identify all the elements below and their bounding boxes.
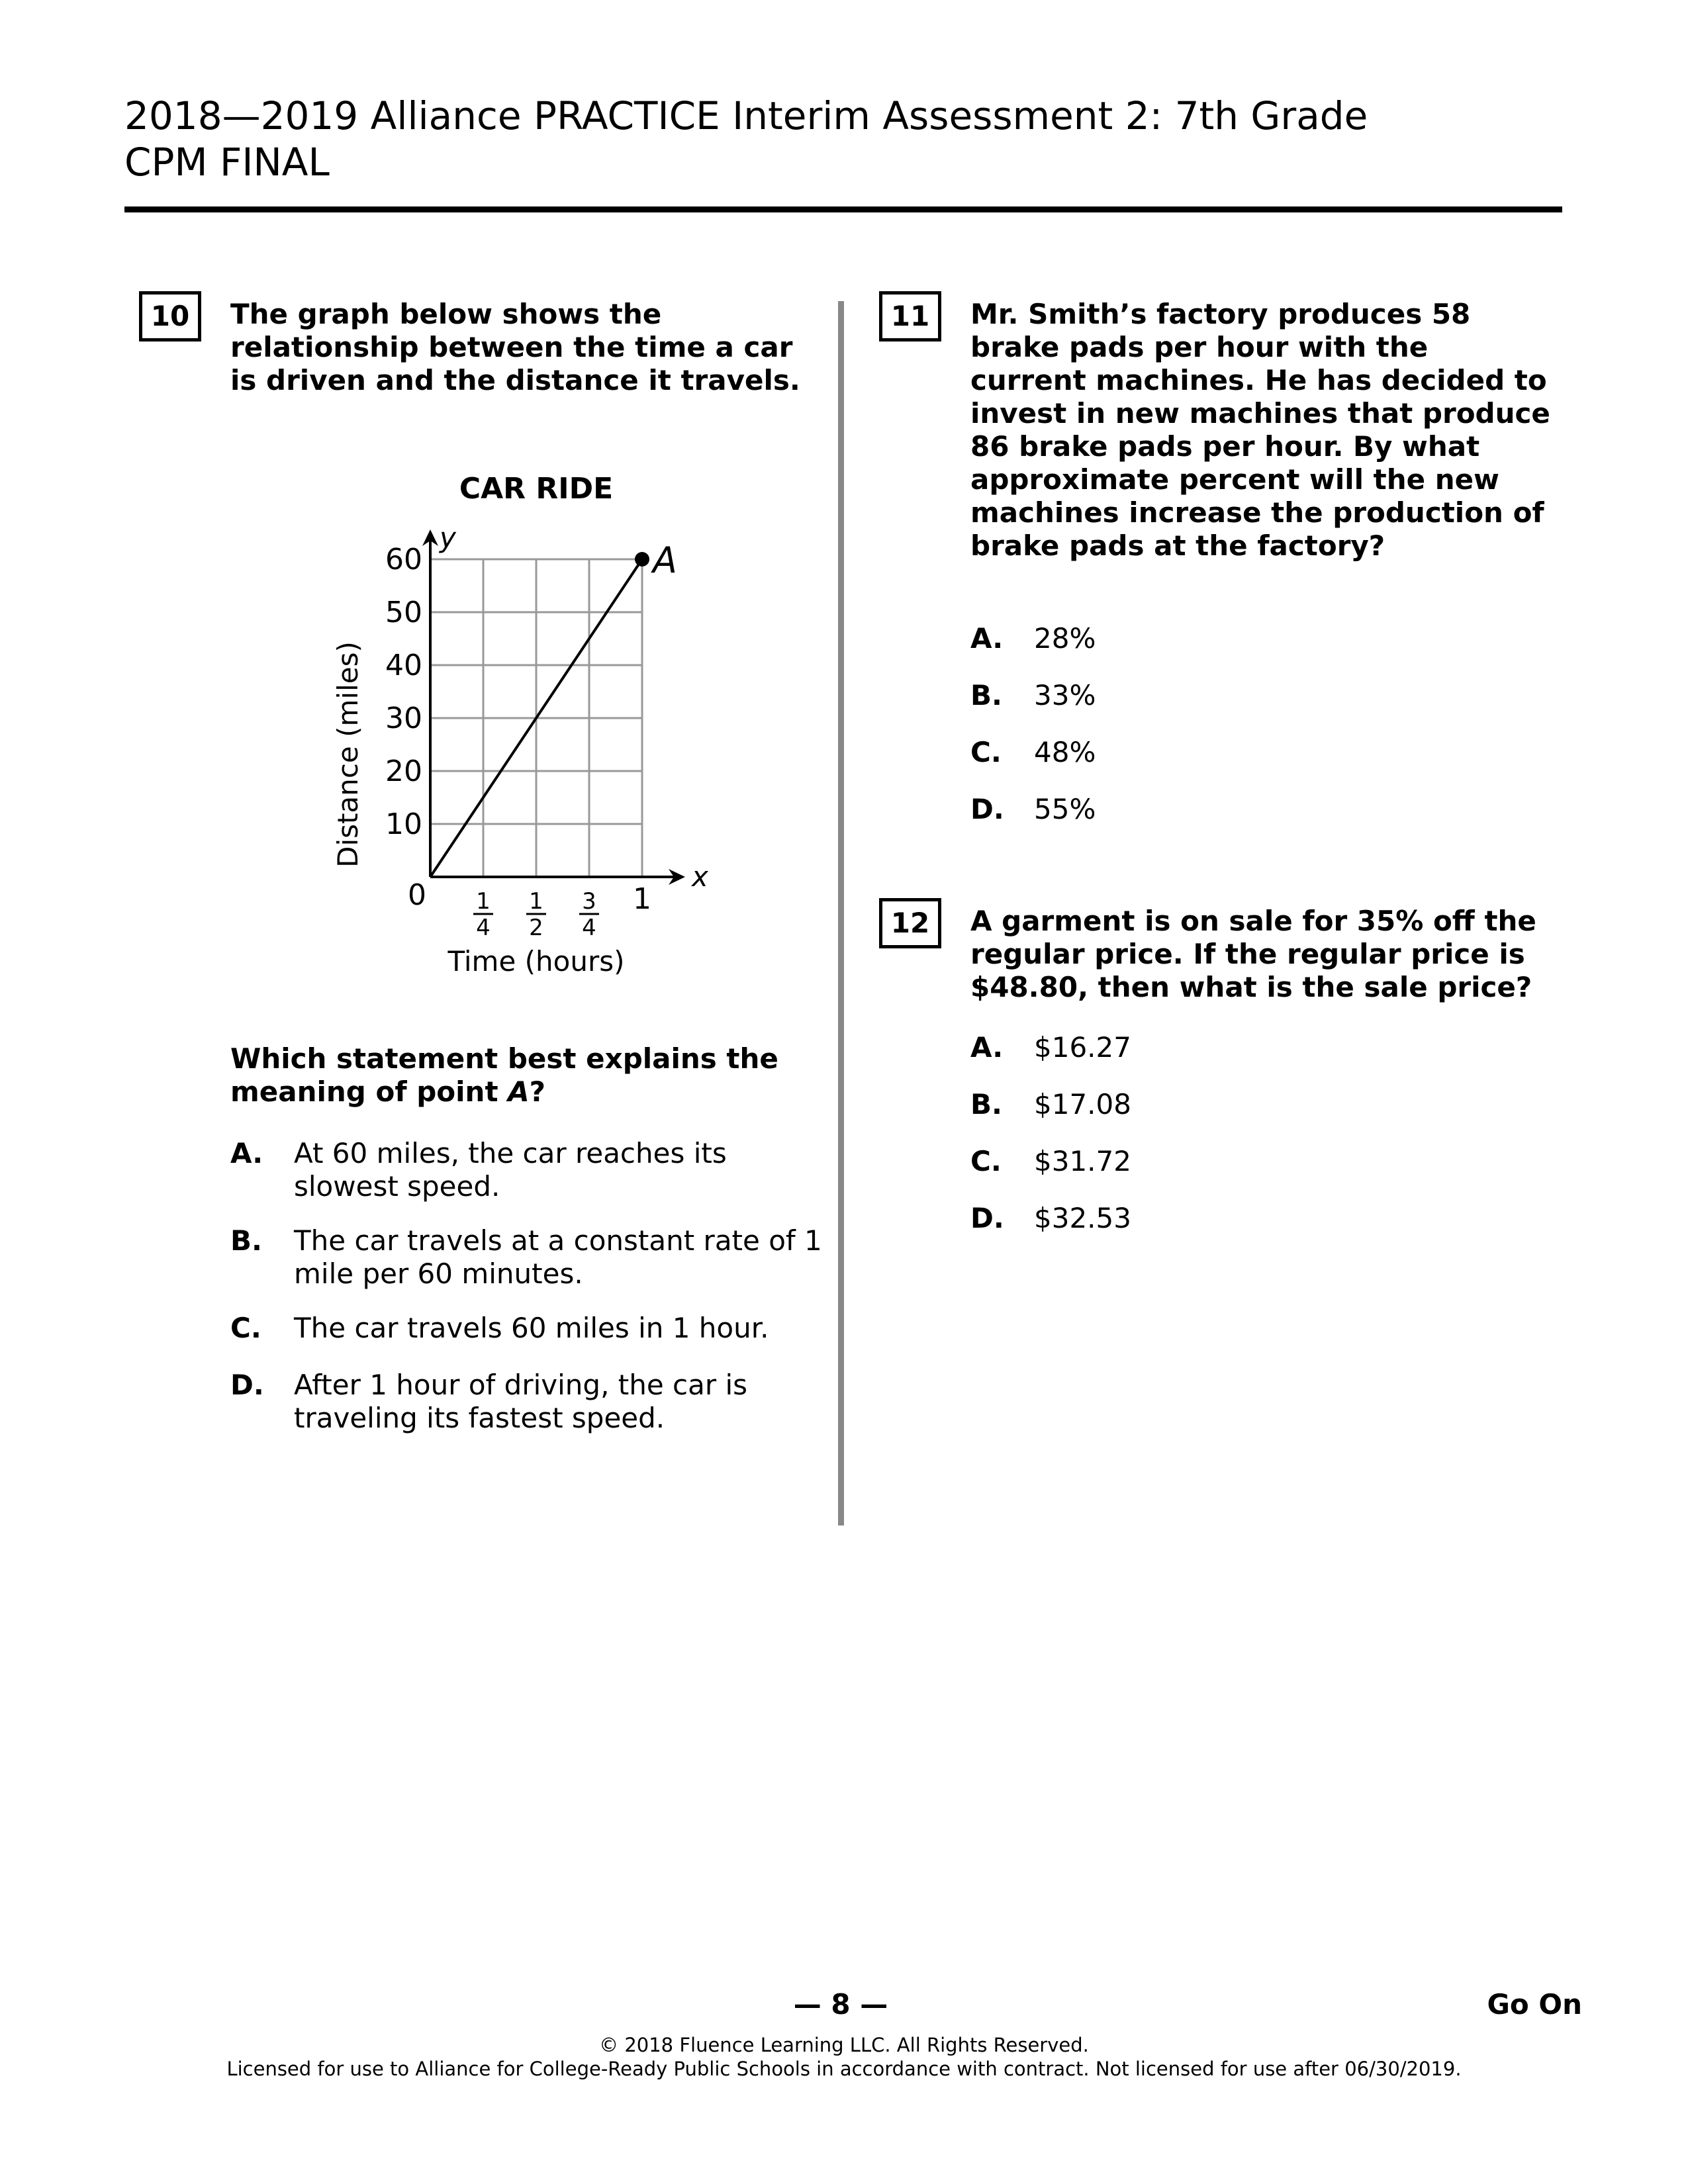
page-title: 2018—2019 Alliance PRACTICE Interim Assessment 2: 7th Grade CPM FINAL [124,93,1368,185]
go-on-label: Go On [1487,1988,1582,2021]
option-letter: C. [970,1145,1002,1177]
question-11-stem: Mr. Smith’s factory produces 58 brake pads per hour with the current machines. He has decided to invest in new machines that produce 86 brake pads per hour. By what approximate percent will the new machines increase the production of brake pads at the factory? [970,298,1550,562]
copyright-text: © 2018 Fluence Learning LLC. All Rights Reserved. [599,2034,1089,2056]
license-text: Licensed for use to Alliance for College-Ready Public Schools in accordance with contract. Not licensed for use after 06/30/2019. [226,2058,1462,2080]
option-text: 28% [1034,622,1096,655]
chart-series [430,539,677,877]
option-letter: A. [230,1137,263,1169]
prompt-end: ? [529,1075,546,1108]
chart-title: CAR RIDE [459,472,614,506]
option-text: The car travels at a constant rate of 1 mile per 60 minutes. [294,1224,822,1290]
page-number: — 8 — [793,1988,888,2021]
x-tick-denominator: 4 [582,915,596,941]
option-text: $17.08 [1034,1088,1131,1120]
question-number-12: 12 [879,898,941,948]
y-tick-label: 40 [385,649,422,682]
option-letter: C. [230,1312,261,1344]
x-tick-numerator: 1 [529,888,543,915]
question-10-prompt [230,1042,813,1109]
option-letter: A. [970,622,1004,655]
option-text: $32.53 [1034,1202,1131,1234]
option-letter: B. [970,1088,1002,1120]
option-text: 48% [1034,736,1096,768]
option-letter: B. [970,679,1002,711]
option-letter: C. [970,736,1002,768]
option-text: At 60 miles, the car reaches its slowest speed. [294,1137,727,1203]
y-axis-letter: y [440,522,456,554]
origin-label: 0 [408,878,426,912]
x-tick-numerator: 3 [582,888,596,915]
prompt-point-label: A [508,1075,530,1108]
y-tick-label: 60 [385,543,422,576]
footer-legal [0,2033,1688,2081]
car-ride-chart [324,467,708,996]
point-a-marker [635,552,649,567]
option-letter: D. [970,793,1004,825]
point-a-label: A [653,539,677,581]
y-axis-title: Distance (miles) [332,641,364,868]
y-tick-label: 50 [385,596,422,629]
option-text: $31.72 [1034,1145,1131,1177]
prompt-text: Which statement best explains the meaning of point [230,1042,778,1108]
option-text: The car travels 60 miles in 1 hour. [294,1312,769,1344]
y-tick-label: 20 [385,754,422,788]
option-text: $16.27 [1034,1031,1131,1064]
x-axis-title: Time (hours) [447,945,625,978]
question-number-11: 11 [879,291,941,341]
x-axis-letter: x [692,860,708,893]
option-letter: D. [230,1369,264,1401]
x-tick-label: 1 [633,882,651,916]
question-number-10: 10 [139,291,201,341]
header-rule [124,206,1562,212]
y-tick-label: 30 [385,702,422,735]
question-10-stem: The graph below shows the relationship between the time a car is driven and the distance it travels. [230,298,800,396]
option-letter: A. [970,1031,1004,1064]
column-divider [838,301,844,1525]
x-tick-numerator: 1 [476,888,491,915]
x-tick-denominator: 2 [529,915,543,941]
y-tick-label: 10 [385,807,422,841]
option-text: 33% [1034,679,1096,711]
option-text: After 1 hour of driving, the car is traveling its fastest speed. [294,1369,748,1434]
question-12-stem: A garment is on sale for 35% off the regular price. If the regular price is $48.80, then what is the sale price? [970,905,1536,1003]
option-letter: D. [970,1202,1004,1234]
option-text: 55% [1034,793,1096,825]
x-tick-denominator: 4 [476,915,491,941]
option-letter: B. [230,1224,262,1257]
